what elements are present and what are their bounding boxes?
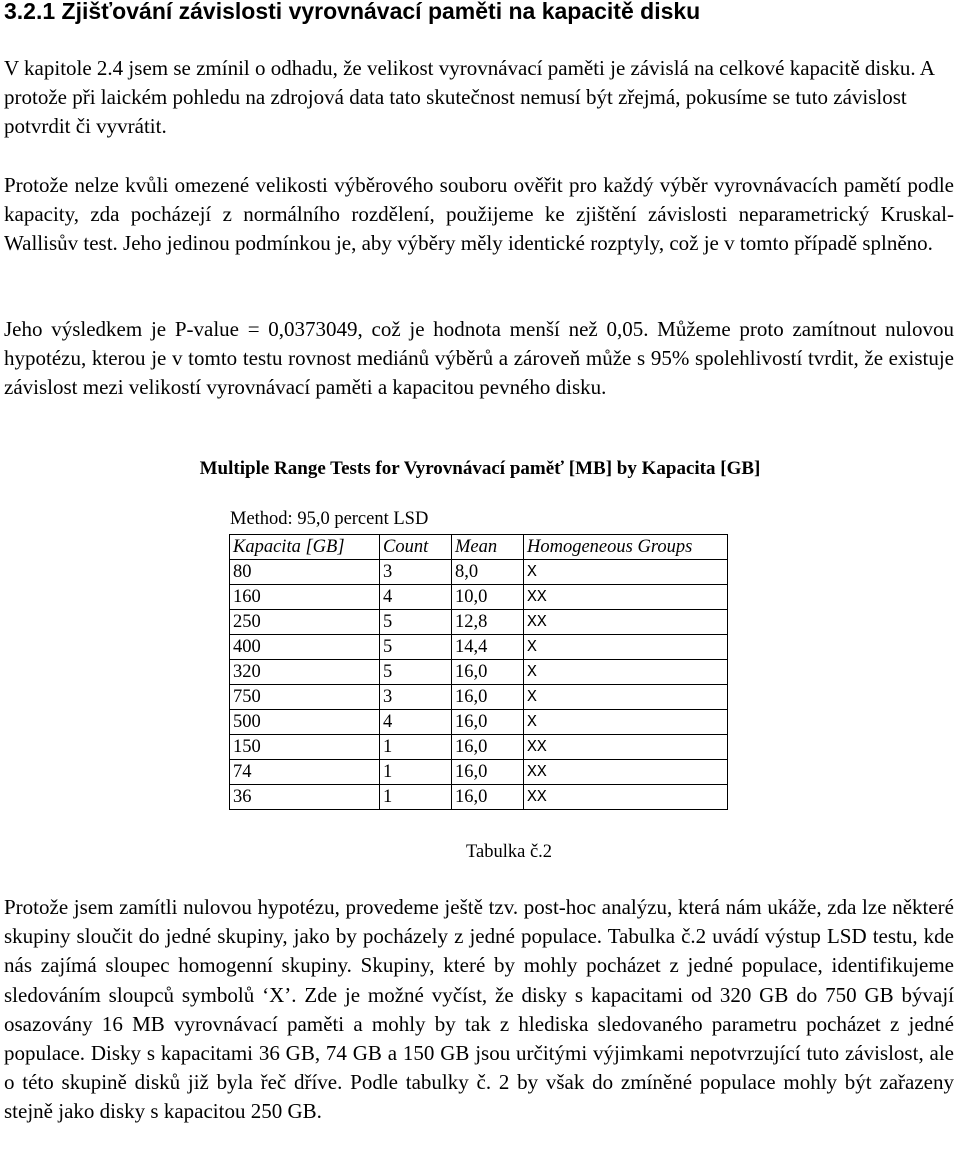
cell-kapacita: 80 bbox=[230, 560, 380, 585]
cell-count: 4 bbox=[380, 585, 452, 610]
cell-mean: 12,8 bbox=[452, 610, 524, 635]
cell-count: 3 bbox=[380, 560, 452, 585]
table-row bbox=[230, 760, 728, 785]
cell-mean: 16,0 bbox=[452, 660, 524, 685]
cell-kapacita: 500 bbox=[230, 710, 380, 735]
cell-mean: 16,0 bbox=[452, 710, 524, 735]
cell-mean: 10,0 bbox=[452, 585, 524, 610]
cell-groups: X bbox=[524, 560, 728, 585]
cell-kapacita: 74 bbox=[230, 760, 380, 785]
cell-kapacita: 320 bbox=[230, 660, 380, 685]
cell-count: 5 bbox=[380, 660, 452, 685]
header-count: Count bbox=[380, 535, 452, 560]
cell-groups: XX bbox=[524, 735, 728, 760]
cell-count: 5 bbox=[380, 610, 452, 635]
table-row bbox=[230, 660, 728, 685]
cell-count: 4 bbox=[380, 710, 452, 735]
cell-groups: X bbox=[524, 660, 728, 685]
header-mean: Mean bbox=[452, 535, 524, 560]
cell-count: 5 bbox=[380, 635, 452, 660]
cell-mean: 8,0 bbox=[452, 560, 524, 585]
table-row bbox=[230, 560, 728, 585]
table-row bbox=[230, 585, 728, 610]
cell-kapacita: 750 bbox=[230, 685, 380, 710]
lsd-table bbox=[229, 534, 728, 810]
table-body bbox=[230, 560, 728, 810]
cell-count: 3 bbox=[380, 685, 452, 710]
table-row bbox=[230, 785, 728, 810]
cell-mean: 14,4 bbox=[452, 635, 524, 660]
cell-groups: X bbox=[524, 635, 728, 660]
cell-count: 1 bbox=[380, 785, 452, 810]
cell-mean: 16,0 bbox=[452, 760, 524, 785]
cell-kapacita: 250 bbox=[230, 610, 380, 635]
header-homogeneous-groups: Homogeneous Groups bbox=[524, 535, 728, 560]
paragraph-posthoc: Protože jsem zamítli nulovou hypotézu, provedeme ještě tzv. post-hoc analýzu, která nám ukáže, zda lze některé skupiny sloučit do jedné skupiny, jako by pocházely z jedné populace. Tabulka č.2 uvádí výstup LSD testu, kde nás zajímá sloupec homogenní skupiny. Skupiny, které by mohly pocházet z jedné populace, identifikujeme sledováním sloupců symbolů ‘X’. Zde je možné vyčíst, že disky s kapacitami od 320 GB do 750 GB bývají osazovány 16 MB vyrovnávací paměti a mohly by tak z hlediska sledovaného parametru pocházet z jedné populace. Disky s kapacitami 36 GB, 74 GB a 150 GB jsou určitými výjimkami nepotvrzující tuto závislost, ale o této skupině disků již byla řeč dříve. Podle tabulky č. 2 by však do zmíněné populace mohly být zařazeny stejně jako disky s kapacitou 250 GB. bbox=[4, 895, 954, 1124]
cell-kapacita: 36 bbox=[230, 785, 380, 810]
cell-groups: XX bbox=[524, 610, 728, 635]
cell-mean: 16,0 bbox=[452, 785, 524, 810]
paragraph-result: Jeho výsledkem je P-value = 0,0373049, což je hodnota menší než 0,05. Můžeme proto zamítnout nulovou hypotézu, kterou je v tomto testu rovnost mediánů výběrů a zároveň může s 95% spolehlivostí tvrdit, že existuje závislost mezi velikostí vyrovnávací paměti a kapacitou pevného disku. bbox=[4, 317, 954, 400]
cell-count: 1 bbox=[380, 760, 452, 785]
cell-kapacita: 400 bbox=[230, 635, 380, 660]
cell-groups: XX bbox=[524, 585, 728, 610]
cell-count: 1 bbox=[380, 735, 452, 760]
cell-mean: 16,0 bbox=[452, 735, 524, 760]
paragraph-intro: V kapitole 2.4 jsem se zmínil o odhadu, že velikost vyrovnávací paměti je závislá na celkové kapacitě disku. A protože při laickém pohledu na zdrojová data tato skutečnost nemusí být zřejmá, pokusíme se tuto závislost potvrdit či vyvrátit. bbox=[4, 56, 934, 139]
table-caption: Tabulka č.2 bbox=[466, 842, 553, 862]
table-header-row bbox=[230, 535, 728, 560]
table-row bbox=[230, 710, 728, 735]
cell-kapacita: 160 bbox=[230, 585, 380, 610]
table-row bbox=[230, 610, 728, 635]
header-kapacita: Kapacita [GB] bbox=[230, 535, 380, 560]
cell-kapacita: 150 bbox=[230, 735, 380, 760]
table-row bbox=[230, 735, 728, 760]
table-title: Multiple Range Tests for Vyrovnávací paměť [MB] by Kapacita [GB] bbox=[199, 458, 761, 479]
table-row bbox=[230, 635, 728, 660]
paragraph-method: Protože nelze kvůli omezené velikosti výběrového souboru ověřit pro každý výběr vyrovnávacích pamětí podle kapacity, zda pocházejí z normálního rozdělení, použijeme ke zjištění závislosti neparametrický Kruskal-Wallisův test. Jeho jedinou podmínkou je, aby výběry měly identické rozptyly, což je v tomto případě splněno. bbox=[4, 173, 954, 256]
section-heading: 3.2.1 Zjišťování závislosti vyrovnávací paměti na kapacitě disku bbox=[4, 0, 701, 24]
cell-groups: X bbox=[524, 710, 728, 735]
cell-groups: XX bbox=[524, 760, 728, 785]
table-method: Method: 95,0 percent LSD bbox=[230, 509, 429, 529]
cell-groups: XX bbox=[524, 785, 728, 810]
table-row bbox=[230, 685, 728, 710]
cell-mean: 16,0 bbox=[452, 685, 524, 710]
cell-groups: X bbox=[524, 685, 728, 710]
